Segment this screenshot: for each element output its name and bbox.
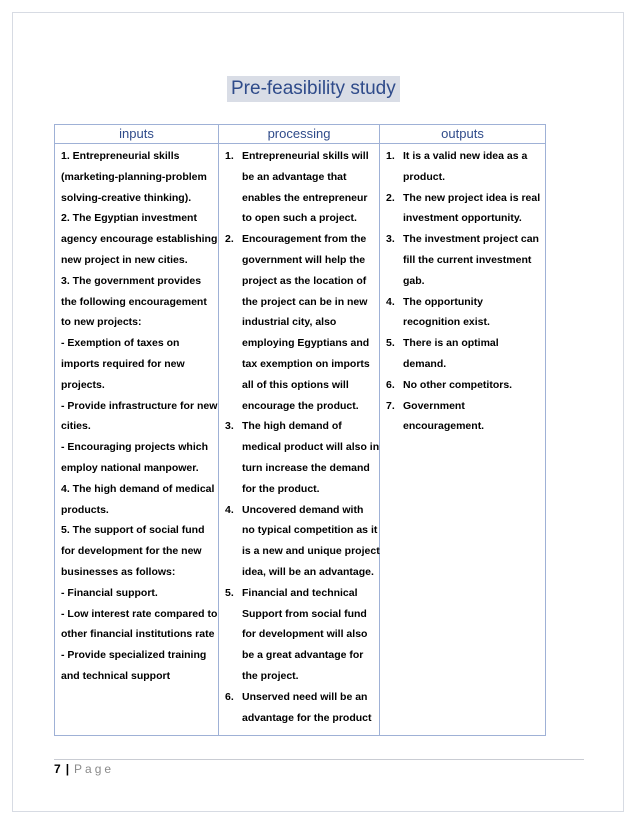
header-outputs: outputs	[380, 125, 546, 144]
processing-item-number: 3.	[225, 420, 234, 433]
processing-line	[225, 562, 373, 583]
outputs-line-text: product.	[403, 170, 445, 183]
inputs-line: employ national manpower.	[61, 461, 199, 474]
processing-line	[225, 541, 380, 562]
outputs-line	[386, 396, 539, 417]
title-container	[227, 76, 411, 102]
inputs-line: new project in new cities.	[61, 253, 188, 266]
outputs-text	[380, 144, 545, 437]
outputs-line	[386, 354, 539, 375]
processing-line-text: be an advantage that	[242, 170, 347, 183]
outputs-line	[386, 416, 539, 437]
outputs-line	[386, 333, 539, 354]
header-inputs: inputs	[55, 125, 219, 144]
outputs-line-text: There is an optimal	[403, 337, 499, 350]
inputs-line: and technical support	[61, 669, 171, 682]
page-number: 7	[54, 762, 61, 776]
processing-line	[225, 354, 373, 375]
processing-line-text: employing Egyptians and	[242, 337, 370, 350]
processing-line	[225, 229, 373, 250]
processing-line-text: for development will also	[242, 628, 368, 641]
processing-line-text: medical product will also in	[242, 441, 380, 454]
outputs-line	[386, 208, 539, 229]
outputs-line-text: The new project idea is real	[403, 191, 541, 204]
processing-line-text: the project.	[242, 669, 299, 682]
processing-line	[225, 687, 373, 708]
inputs-line: for development for the new	[61, 545, 202, 558]
processing-line-text: Unserved need will be an	[242, 690, 368, 703]
processing-line-text: Entrepreneurial skills will	[242, 150, 369, 162]
outputs-line-text: investment opportunity.	[403, 212, 522, 225]
processing-line-text: the project can be in new	[242, 295, 368, 308]
inputs-line: products.	[61, 503, 109, 516]
page-title: Pre-feasibility study	[227, 76, 400, 102]
processing-line	[225, 437, 380, 458]
inputs-line: - Financial support.	[61, 586, 158, 599]
outputs-line-text: demand.	[403, 357, 447, 370]
inputs-line: cities.	[61, 420, 91, 433]
processing-line	[225, 666, 373, 687]
processing-line-text: turn increase the demand	[242, 461, 370, 474]
outputs-item-number: 3.	[386, 233, 395, 246]
processing-line-text: The high demand of	[242, 420, 342, 433]
page-footer	[54, 762, 114, 776]
table-header-row	[55, 125, 546, 144]
processing-line-text: Support from social fund	[242, 607, 367, 620]
inputs-line: imports required for new	[61, 357, 185, 370]
outputs-line	[386, 229, 539, 250]
processing-line	[225, 333, 373, 354]
header-processing: processing	[219, 125, 380, 144]
outputs-item-number: 5.	[386, 337, 395, 350]
inputs-line: - Provide infrastructure for new	[61, 399, 218, 412]
processing-line-text: no typical competition as it	[242, 524, 378, 537]
processing-line-text: be a great advantage for	[242, 649, 364, 662]
processing-line	[225, 396, 373, 417]
inputs-line: businesses as follows:	[61, 565, 176, 578]
outputs-line-text: It is a valid new idea as a	[403, 150, 528, 162]
inputs-line: projects.	[61, 378, 105, 391]
outputs-line-text: fill the current investment	[403, 253, 532, 266]
processing-line	[225, 458, 373, 479]
outputs-item-number: 4.	[386, 295, 395, 308]
table-body-row	[55, 144, 546, 736]
processing-line-text: enables the entrepreneur	[242, 191, 368, 204]
inputs-line: the following encouragement	[61, 295, 207, 308]
processing-line-text: to open such a project.	[242, 212, 357, 225]
processing-line	[225, 375, 373, 396]
processing-line-text: idea, will be an advantage.	[242, 565, 374, 578]
outputs-line-text: The investment project can	[403, 233, 539, 246]
outputs-line-text: The opportunity	[403, 295, 483, 308]
processing-line	[225, 208, 373, 229]
outputs-line	[386, 271, 539, 292]
inputs-line: - Low interest rate compared to	[61, 607, 218, 620]
processing-line	[225, 312, 373, 333]
inputs-line: - Exemption of taxes on	[61, 337, 180, 350]
processing-item-number: 4.	[225, 503, 234, 516]
processing-item-number: 2.	[225, 233, 234, 246]
outputs-line-text: gab.	[403, 274, 425, 287]
processing-line	[225, 624, 373, 645]
processing-line-text: for the product.	[242, 482, 320, 495]
footer-divider	[54, 759, 584, 760]
inputs-line: solving-creative thinking).	[61, 191, 192, 204]
processing-line-text: Financial and technical	[242, 586, 358, 599]
inputs-text	[55, 144, 218, 687]
inputs-line: to new projects:	[61, 316, 142, 329]
processing-line	[225, 500, 373, 521]
outputs-line	[386, 292, 539, 313]
page-word: Page	[74, 762, 115, 776]
inputs-line: 1. Entrepreneurial skills	[61, 150, 180, 162]
processing-line	[225, 167, 373, 188]
outputs-line	[386, 167, 539, 188]
outputs-item-number: 2.	[386, 191, 395, 204]
processing-line-text: tax exemption on imports	[242, 357, 370, 370]
footer-separator: |	[65, 762, 70, 776]
inputs-line: other financial institutions rate	[61, 628, 215, 641]
inputs-line: 2. The Egyptian investment	[61, 212, 197, 225]
processing-line	[225, 479, 373, 500]
processing-line-text: all of this options will	[242, 378, 349, 391]
inputs-line: (marketing-planning-problem	[61, 170, 207, 183]
processing-line	[225, 146, 373, 167]
inputs-cell	[55, 144, 219, 736]
processing-item-number: 5.	[225, 586, 234, 599]
inputs-line: 5. The support of social fund	[61, 524, 205, 537]
outputs-item-number: 6.	[386, 378, 395, 391]
processing-item-number: 6.	[225, 690, 234, 703]
processing-line-text: advantage for the product	[242, 711, 372, 724]
processing-line	[225, 645, 373, 666]
outputs-item-number: 7.	[386, 399, 395, 412]
processing-line-text: government will help the	[242, 253, 366, 266]
processing-line	[225, 708, 373, 729]
inputs-line: - Provide specialized training	[61, 649, 207, 662]
outputs-item-number: 1.	[386, 150, 395, 162]
outputs-line	[386, 312, 539, 333]
processing-line	[225, 250, 373, 271]
processing-line	[225, 604, 373, 625]
processing-text	[219, 144, 379, 728]
inputs-line: 3. The government provides	[61, 274, 202, 287]
outputs-line-text: encouragement.	[403, 420, 485, 433]
outputs-line-text: recognition exist.	[403, 316, 490, 329]
outputs-line	[386, 188, 539, 209]
processing-line	[225, 188, 373, 209]
outputs-cell	[380, 144, 546, 736]
inputs-line: agency encourage establishing	[61, 233, 218, 246]
processing-cell	[219, 144, 380, 736]
processing-line-text: Uncovered demand with	[242, 503, 364, 516]
outputs-line	[386, 375, 539, 396]
processing-line-text: encourage the product.	[242, 399, 359, 412]
inputs-line: - Encouraging projects which	[61, 441, 209, 454]
processing-line-text: is a new and unique project	[242, 545, 380, 558]
processing-line-text: industrial city, also	[242, 316, 337, 329]
processing-line	[225, 292, 373, 313]
outputs-line-text: Government	[403, 399, 465, 412]
processing-item-number: 1.	[225, 150, 234, 162]
processing-line-text: project as the location of	[242, 274, 367, 287]
outputs-line	[386, 250, 539, 271]
outputs-line-text: No other competitors.	[403, 378, 513, 391]
inputs-line: 4. The high demand of medical	[61, 482, 215, 495]
processing-line	[225, 583, 373, 604]
processing-line-text: Encouragement from the	[242, 233, 367, 246]
processing-line	[225, 416, 373, 437]
processing-line	[225, 271, 373, 292]
outputs-line	[386, 146, 539, 167]
processing-line	[225, 520, 378, 541]
feasibility-table	[54, 124, 546, 736]
